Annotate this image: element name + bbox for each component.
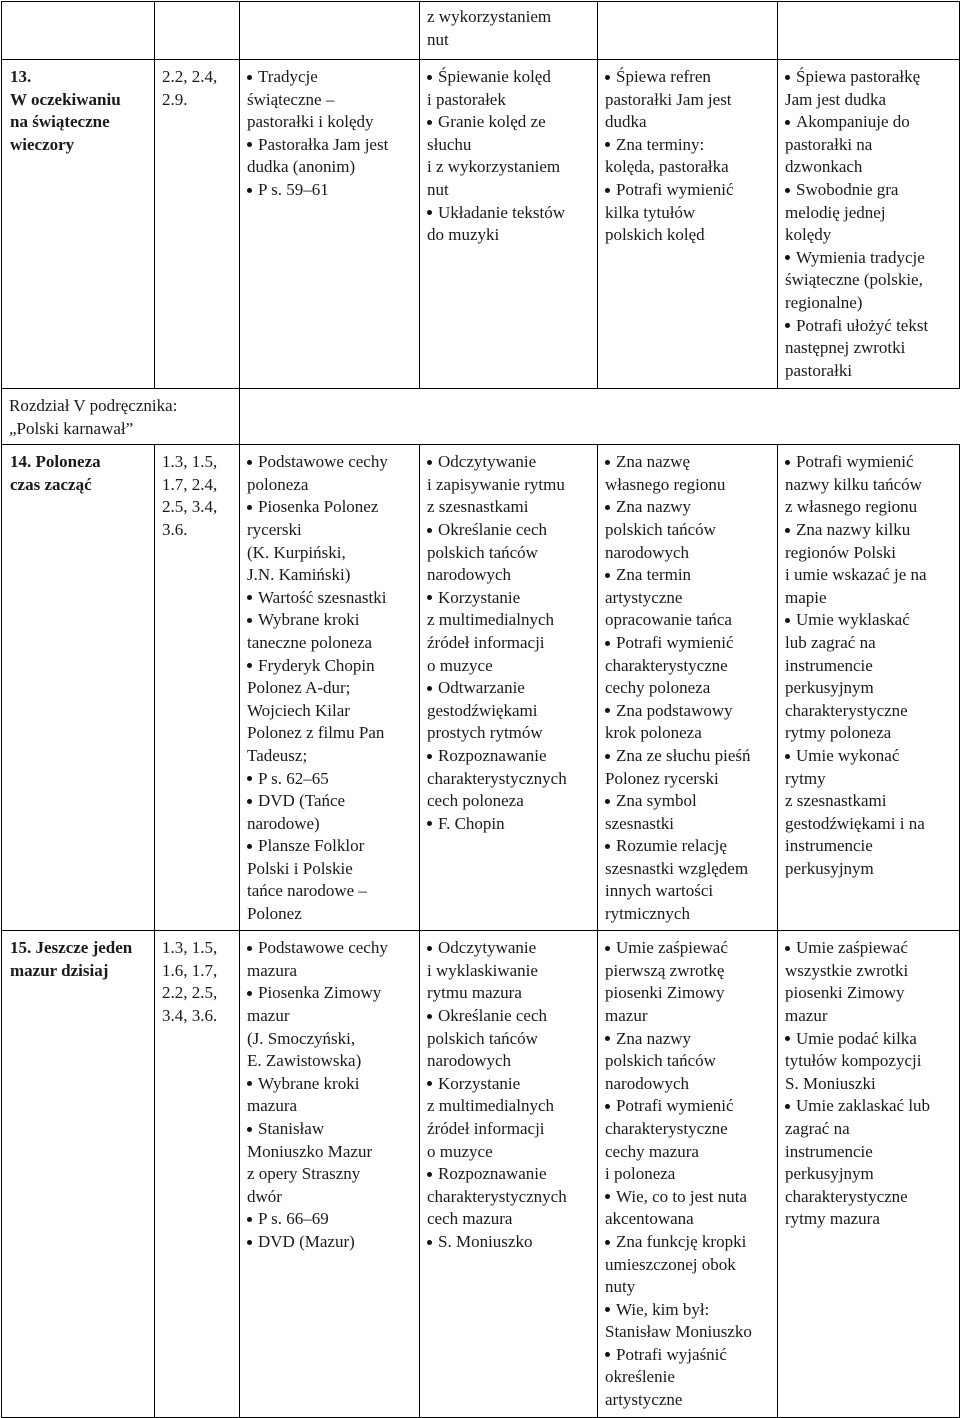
list-item — [427, 587, 592, 677]
bullet-icon — [785, 255, 790, 260]
list-item-text: Granie kolęd ze słuchu i z wykorzystaniem nut — [427, 112, 561, 199]
bullet-icon — [427, 1014, 432, 1019]
bullet-icon — [247, 142, 252, 147]
list-item — [605, 451, 772, 496]
bullet-icon — [605, 75, 610, 80]
list-item-text: Piosenka Zimowy mazur (J. Smoczyński, E. Zawistowska) — [247, 983, 382, 1071]
bullet-icon — [605, 188, 610, 193]
standards-cell: 2.2, 2.4, 2.9. — [155, 60, 240, 389]
bullet-icon — [427, 460, 432, 465]
lesson-title: 14. Poloneza czas zacząć — [2, 445, 155, 931]
list-item — [247, 1118, 414, 1208]
bullet-icon — [247, 618, 252, 623]
list-item-text: Zna ze słuchu pieśń Polonez rycerski — [605, 745, 751, 788]
list-item — [785, 1095, 954, 1231]
list-item — [785, 111, 954, 179]
bullet-icon — [605, 1194, 610, 1199]
list-item — [247, 835, 414, 925]
bullet-icon — [247, 595, 252, 600]
list-item — [785, 66, 954, 111]
list-item-text: Podstawowe cechy mazura — [247, 938, 388, 980]
bullet-icon — [247, 1240, 252, 1245]
list-item-text: Potrafi wymienić kilka tytułów polskich kolęd — [605, 179, 734, 245]
bullet-icon — [785, 1036, 790, 1041]
list-item — [605, 496, 772, 564]
list-item-text: Swobodnie gra melodię jednej kolędy — [785, 179, 899, 245]
list-item — [427, 813, 592, 836]
bullet-icon — [247, 460, 252, 465]
list-item-text: Układanie tekstów do muzyki — [427, 202, 565, 245]
list-item — [785, 937, 954, 1027]
bullet-icon — [427, 1172, 432, 1177]
list-item-text: Śpiewa pastorałkę Jam jest dudka — [785, 67, 921, 109]
bullet-icon — [247, 946, 252, 951]
list-item — [247, 937, 414, 982]
list-item — [785, 315, 954, 383]
list-item — [427, 1073, 592, 1163]
content-cell — [240, 931, 420, 1418]
standards-cell: 1.3, 1.5, 1.7, 2.4, 2.5, 3.4, 3.6. — [155, 445, 240, 931]
bullet-icon — [605, 1036, 610, 1041]
list-item — [427, 451, 592, 519]
list-item — [785, 179, 954, 247]
bullet-icon — [605, 1104, 610, 1109]
empty-cell — [778, 2, 960, 60]
empty-cell — [240, 389, 960, 445]
bullet-icon — [247, 799, 252, 804]
basic-requirements-cell — [598, 931, 778, 1418]
list-item — [605, 1186, 772, 1231]
section-heading: Rozdział V podręcznika: „Polski karnawał” — [2, 389, 240, 445]
list-item-text: Określanie cech polskich tańców narodowych — [427, 1005, 548, 1071]
list-item-text: P s. 62–65 — [258, 768, 329, 788]
activities-cell — [420, 60, 598, 389]
list-item — [427, 202, 592, 247]
list-item — [427, 66, 592, 111]
list-item-text: DVD (Tańce narodowe) — [247, 791, 346, 833]
list-item-text: Odczytywanie i zapisywanie rytmu z szesnastkami — [427, 452, 565, 517]
list-item-text: DVD (Mazur) — [258, 1231, 355, 1251]
list-item — [785, 609, 954, 745]
list-item-text: Odtwarzanie gestodźwiękami prostych rytmów — [427, 678, 543, 743]
bullet-icon — [605, 1352, 610, 1357]
bullet-icon — [785, 75, 790, 80]
list-item — [605, 632, 772, 700]
list-item-text: S. Moniuszko — [438, 1231, 533, 1251]
bullet-icon — [247, 1217, 252, 1222]
activities-cell — [420, 931, 598, 1418]
list-item — [605, 1299, 772, 1344]
bullet-icon — [785, 188, 790, 193]
list-item-text: Potrafi wymienić charakterystyczne cechy poloneza — [605, 632, 734, 698]
bullet-icon — [785, 460, 790, 465]
list-item-text: Tradycje świąteczne – pastorałki i kolędy — [247, 67, 374, 132]
list-item — [247, 1073, 414, 1118]
bullet-icon — [247, 75, 252, 80]
list-item-text: Zna funkcję kropki umieszczonej obok nuty — [605, 1231, 747, 1297]
list-item-text: Określanie cech polskich tańców narodowych — [427, 519, 548, 585]
content-cell — [240, 445, 420, 931]
bullet-icon — [427, 1240, 432, 1245]
lesson-title: 13. W oczekiwaniu na świąteczne wieczory — [2, 60, 155, 389]
list-item — [247, 790, 414, 835]
list-item — [605, 66, 772, 134]
list-item-text: Podstawowe cechy poloneza — [247, 452, 388, 494]
list-item — [605, 1095, 772, 1185]
list-item — [785, 745, 954, 881]
bullet-icon — [605, 946, 610, 951]
table-row — [2, 60, 960, 389]
list-item — [247, 609, 414, 654]
bullet-icon — [247, 663, 252, 668]
list-item-text: Umie zaklaskać lub zagrać na instrumencie perkusyjnym charakterystyczne rytmy mazura — [785, 1096, 931, 1229]
list-item-text: Zna terminy: kolęda, pastorałka — [605, 134, 729, 177]
list-item-text: Potrafi ułożyć tekst następnej zwrotki pastorałki — [785, 315, 929, 380]
list-item — [785, 519, 954, 609]
bullet-icon — [605, 844, 610, 849]
list-item — [605, 790, 772, 835]
bullet-icon — [427, 754, 432, 759]
bullet-icon — [605, 505, 610, 510]
list-item — [427, 1163, 592, 1231]
bullet-icon — [427, 528, 432, 533]
bullet-icon — [785, 528, 790, 533]
list-item-text: Piosenka Polonez rycerski (K. Kurpiński, J.N. Kamiński) — [247, 497, 379, 585]
list-item — [247, 1231, 414, 1254]
bullet-icon — [247, 1081, 252, 1086]
bullet-icon — [247, 505, 252, 510]
list-item-text: Rozpoznawanie charakterystycznych cech mazura — [427, 1164, 567, 1229]
bullet-icon — [785, 754, 790, 759]
list-item-text: Plansze Folklor Polski i Polskie tańce narodowe – Polonez — [247, 836, 367, 924]
list-item — [247, 179, 414, 202]
empty-cell — [240, 2, 420, 60]
list-item-text: Wartość szesnastki — [258, 587, 387, 607]
list-item — [427, 519, 592, 587]
list-item — [785, 451, 954, 519]
list-item — [247, 655, 414, 768]
activities-continuation: z wykorzystaniem nut — [420, 2, 598, 60]
list-item — [427, 1231, 592, 1254]
list-item-text: Zna termin artystyczne opracowanie tańca — [605, 565, 732, 630]
list-item-text: Fryderyk Chopin Polonez A-dur; Wojciech Kilar Polonez z filmu Pan Tadeusz; — [247, 655, 385, 765]
list-item-text: Zna nazwy polskich tańców narodowych — [605, 1028, 716, 1093]
list-item-text: P s. 59–61 — [258, 179, 329, 199]
list-item-text: Wymienia tradycje świąteczne (polskie, regionalne) — [785, 247, 925, 312]
table-row-continuation — [2, 2, 960, 60]
list-item — [605, 937, 772, 1027]
list-item — [247, 66, 414, 134]
list-item-text: Śpiewanie kolęd i pastorałek — [427, 67, 551, 109]
bullet-icon — [427, 1081, 432, 1086]
list-item-text: Korzystanie z multimedialnych źródeł informacji o muzyce — [427, 1073, 554, 1161]
list-item-text: Rozumie relację szesnastki względem innych wartości rytmicznych — [605, 836, 749, 924]
list-item — [427, 677, 592, 745]
bullet-icon — [785, 323, 790, 328]
list-item — [605, 1344, 772, 1412]
bullet-icon — [605, 1240, 610, 1245]
bullet-icon — [605, 573, 610, 578]
list-item — [785, 1028, 954, 1096]
list-item-text: Śpiewa refren pastorałki Jam jest dudka — [605, 67, 732, 132]
list-item-text: Wybrane kroki mazura — [247, 1073, 360, 1116]
list-item — [247, 1208, 414, 1231]
list-item-text: Umie zaśpiewać pierwszą zwrotkę piosenki Zimowy mazur — [605, 938, 728, 1025]
list-item-text: Umie wyklaskać lub zagrać na instrumencie perkusyjnym charakterystyczne rytmy poloneza — [785, 610, 910, 743]
list-item-text: Umie wykonać rytmy z szesnastkami gestodźwiękami i na instrumencie perkusyjnym — [785, 745, 925, 878]
bullet-icon — [427, 821, 432, 826]
list-item — [247, 982, 414, 1072]
bullet-icon — [605, 799, 610, 804]
list-item-text: Stanisław Moniuszko Mazur z opery Straszny dwór — [247, 1118, 373, 1206]
bullet-icon — [247, 844, 252, 849]
bullet-icon — [247, 188, 252, 193]
bullet-icon — [785, 618, 790, 623]
list-item-text: Odczytywanie i wyklaskiwanie rytmu mazura — [427, 938, 538, 1003]
bullet-icon — [605, 708, 610, 713]
list-item-text: Umie zaśpiewać wszystkie zwrotki piosenki Zimowy mazur — [785, 938, 909, 1025]
list-item — [605, 835, 772, 925]
list-item-text: P s. 66–69 — [258, 1209, 329, 1229]
bullet-icon — [427, 686, 432, 691]
list-item — [605, 1028, 772, 1096]
list-item — [427, 111, 592, 201]
bullet-icon — [427, 75, 432, 80]
list-item — [247, 587, 414, 610]
bullet-icon — [427, 595, 432, 600]
list-item-text: Zna podstawowy krok poloneza — [605, 700, 733, 743]
bullet-icon — [605, 142, 610, 147]
basic-requirements-cell — [598, 445, 778, 931]
list-item — [605, 745, 772, 790]
bullet-icon — [785, 946, 790, 951]
list-item-text: Korzystanie z multimedialnych źródeł informacji o muzyce — [427, 587, 554, 675]
list-item — [247, 496, 414, 586]
bullet-icon — [427, 946, 432, 951]
list-item — [427, 937, 592, 1005]
table-row — [2, 445, 960, 931]
standards-cell: 1.3, 1.5, 1.6, 1.7, 2.2, 2.5, 3.4, 3.6. — [155, 931, 240, 1418]
list-item — [247, 134, 414, 179]
bullet-icon — [785, 120, 790, 125]
basic-requirements-cell — [598, 60, 778, 389]
list-item — [247, 768, 414, 791]
list-item-text: Akompaniuje do pastorałki na dzwonkach — [785, 112, 910, 177]
bullet-icon — [605, 1307, 610, 1312]
empty-cell — [598, 2, 778, 60]
curriculum-table — [1, 1, 960, 1418]
list-item-text: Wybrane kroki taneczne poloneza — [247, 610, 373, 652]
list-item — [427, 1005, 592, 1073]
list-item — [605, 1231, 772, 1299]
bullet-icon — [785, 1104, 790, 1109]
extended-requirements-cell — [778, 445, 960, 931]
bullet-icon — [247, 1127, 252, 1132]
list-item-text: Zna nazwę własnego regionu — [605, 452, 726, 494]
list-item-text: Wie, co to jest nuta akcentowana — [605, 1186, 748, 1229]
list-item — [247, 451, 414, 496]
list-item-text: Zna symbol szesnastki — [605, 791, 697, 833]
list-item-text: Pastorałka Jam jest dudka (anonim) — [247, 134, 389, 177]
list-item-text: Rozpoznawanie charakterystycznych cech poloneza — [427, 745, 567, 811]
content-cell — [240, 60, 420, 389]
empty-cell — [2, 2, 155, 60]
bullet-icon — [605, 754, 610, 759]
list-item-text: Zna nazwy polskich tańców narodowych — [605, 497, 716, 562]
list-item-text: Potrafi wyjaśnić określenie artystyczne — [605, 1344, 727, 1410]
bullet-icon — [427, 120, 432, 125]
section-heading-row — [2, 389, 960, 445]
list-item-text: F. Chopin — [438, 813, 505, 833]
extended-requirements-cell — [778, 931, 960, 1418]
bullet-icon — [605, 460, 610, 465]
list-item — [605, 179, 772, 247]
bullet-icon — [247, 991, 252, 996]
list-item — [605, 564, 772, 632]
list-item — [605, 700, 772, 745]
bullet-icon — [605, 641, 610, 646]
bullet-icon — [247, 776, 252, 781]
list-item — [605, 134, 772, 179]
list-item-text: Potrafi wymienić charakterystyczne cechy mazura i poloneza — [605, 1096, 734, 1184]
list-item-text: Zna nazwy kilku regionów Polski i umie wskazać je na mapie — [785, 519, 927, 607]
activities-cell — [420, 445, 598, 931]
extended-requirements-cell — [778, 60, 960, 389]
empty-cell — [155, 2, 240, 60]
list-item-text: Umie podać kilka tytułów kompozycji S. Moniuszki — [785, 1028, 922, 1093]
table-row — [2, 931, 960, 1418]
list-item — [427, 745, 592, 813]
lesson-title: 15. Jeszcze jeden mazur dzisiaj — [2, 931, 155, 1418]
list-item-text: Wie, kim był: Stanisław Moniuszko — [605, 1299, 752, 1342]
list-item-text: Potrafi wymienić nazwy kilku tańców z własnego regionu — [785, 452, 922, 517]
list-item — [785, 247, 954, 315]
bullet-icon — [427, 210, 432, 215]
